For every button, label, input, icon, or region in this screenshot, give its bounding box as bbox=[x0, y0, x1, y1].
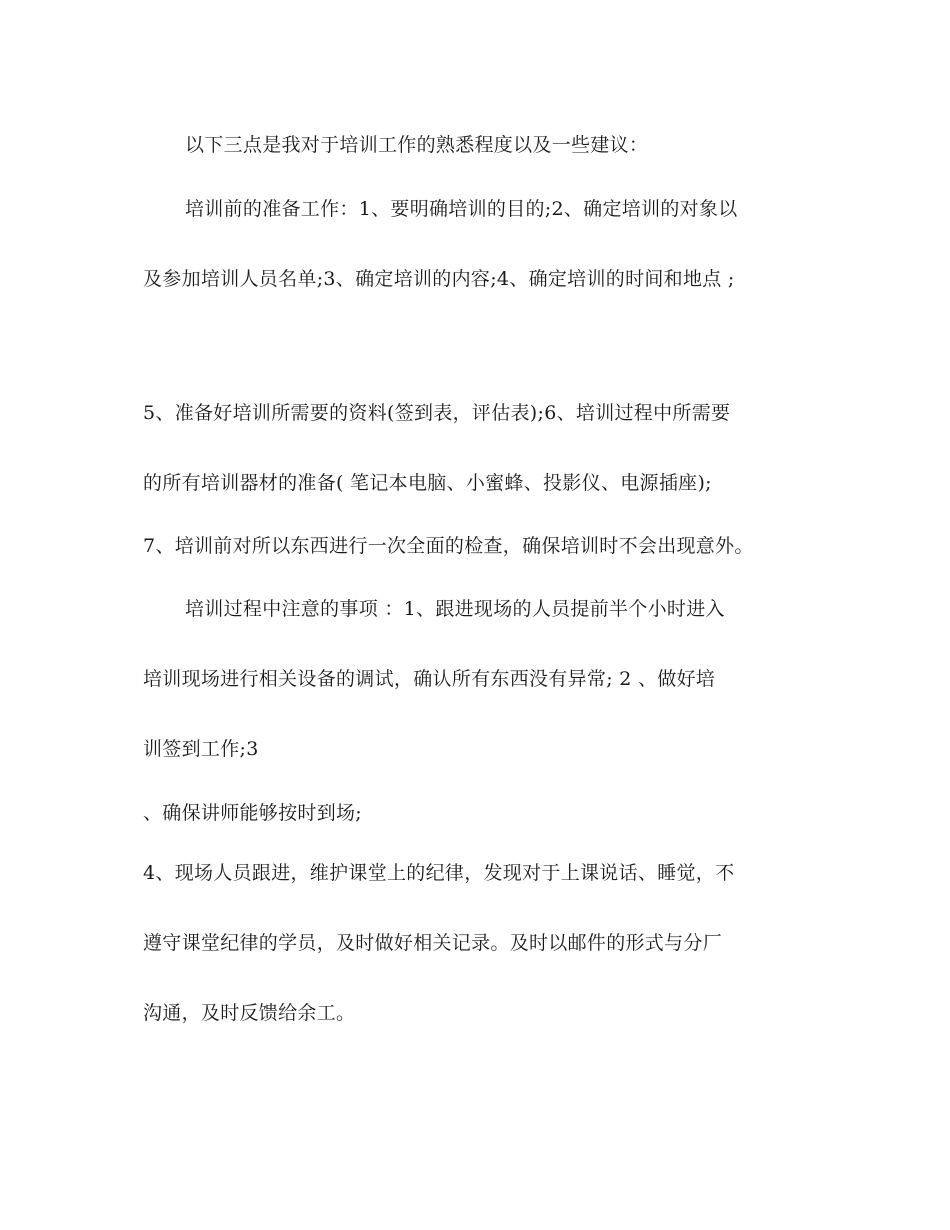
prep-paragraph-line-4: 的所有培训器材的准备( 笔记本电脑、小蜜蜂、投影仪、电源插座); bbox=[143, 472, 712, 494]
process-paragraph-line-4: 、确保讲师能够按时到场; bbox=[143, 802, 363, 824]
process-paragraph-line-6: 遵守课堂纪律的学员，及时做好相关记录。及时以邮件的形式与分厂 bbox=[143, 932, 723, 954]
prep-paragraph-line-2: 及参加培训人员名单;3、确定培训的内容;4、确定培训的时间和地点 ; bbox=[143, 268, 735, 290]
prep-paragraph-line-1: 培训前的准备工作：1、要明确培训的目的;2、确定培训的对象以 bbox=[185, 198, 738, 220]
intro-line: 以下三点是我对于培训工作的熟悉程度以及一些建议： bbox=[185, 134, 649, 156]
prep-paragraph-line-5: 7、培训前对所以东西进行一次全面的检查，确保培训时不会出现意外。 bbox=[143, 535, 754, 557]
prep-paragraph-line-3: 5、准备好培训所需要的资料(签到表，评估表);6、培训过程中所需要 bbox=[143, 402, 731, 424]
process-paragraph-line-7: 沟通，及时反馈给余工。 bbox=[143, 1002, 356, 1024]
process-paragraph-line-5: 4、现场人员跟进，维护课堂上的纪律，发现对于上课说话、睡觉，不 bbox=[143, 862, 735, 884]
process-paragraph-line-2: 培训现场进行相关设备的调试，确认所有东西没有异常; 2 、做好培 bbox=[143, 668, 716, 690]
process-paragraph-line-3: 训签到工作;3 bbox=[143, 738, 259, 760]
process-paragraph-line-1: 培训过程中注意的事项 ：1、跟进现场的人员提前半个小时进入 bbox=[185, 598, 725, 620]
